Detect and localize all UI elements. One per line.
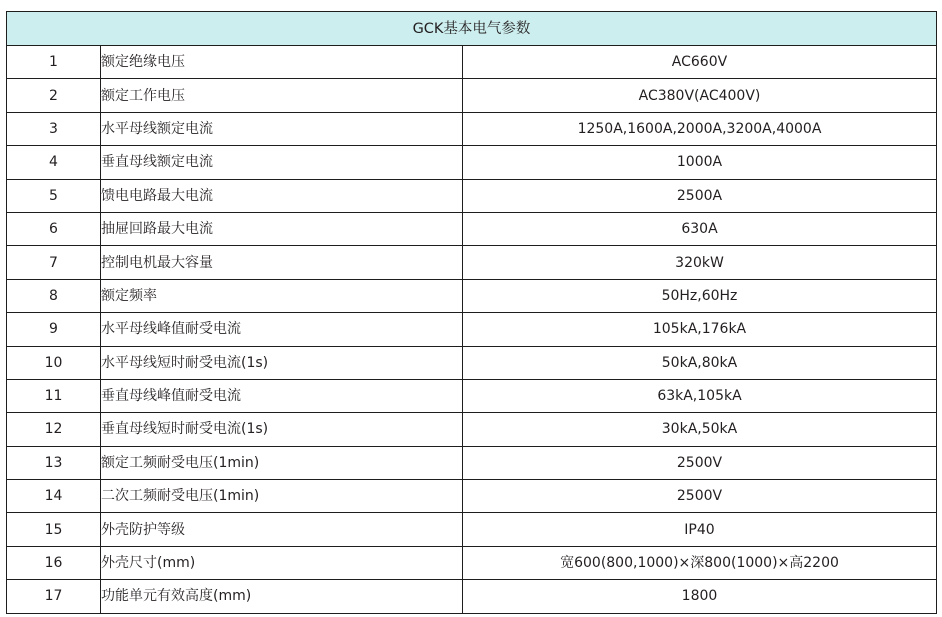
spec-table [6, 11, 937, 614]
parameter-value: 1000A [463, 146, 937, 179]
table-row [7, 580, 937, 613]
parameter-value: AC380V(AC400V) [463, 79, 937, 112]
table-row [7, 379, 937, 412]
table-row [7, 313, 937, 346]
table-row [7, 46, 937, 79]
parameter-value: 2500A [463, 179, 937, 212]
parameter-name: 垂直母线短时耐受电流(1s) [101, 413, 463, 446]
table-header-row [7, 12, 937, 46]
parameter-name: 垂直母线额定电流 [101, 146, 463, 179]
row-number: 10 [7, 346, 101, 379]
row-number: 12 [7, 413, 101, 446]
parameter-name: 水平母线峰值耐受电流 [101, 313, 463, 346]
row-number: 9 [7, 313, 101, 346]
table-row [7, 79, 937, 112]
parameter-name: 外壳防护等级 [101, 513, 463, 546]
parameter-name: 垂直母线峰值耐受电流 [101, 379, 463, 412]
table-row [7, 279, 937, 312]
parameter-value: 2500V [463, 480, 937, 513]
row-number: 8 [7, 279, 101, 312]
parameter-name: 抽屉回路最大电流 [101, 212, 463, 245]
row-number: 17 [7, 580, 101, 613]
table-row [7, 480, 937, 513]
table-body [7, 46, 937, 614]
row-number: 15 [7, 513, 101, 546]
table-row [7, 413, 937, 446]
parameter-name: 二次工频耐受电压(1min) [101, 480, 463, 513]
parameter-name: 功能单元有效高度(mm) [101, 580, 463, 613]
parameter-name: 控制电机最大容量 [101, 246, 463, 279]
row-number: 5 [7, 179, 101, 212]
parameter-value: 2500V [463, 446, 937, 479]
parameter-value: 105kA,176kA [463, 313, 937, 346]
parameter-value: 30kA,50kA [463, 413, 937, 446]
parameter-value: 1250A,1600A,2000A,3200A,4000A [463, 112, 937, 145]
table-row [7, 446, 937, 479]
row-number: 4 [7, 146, 101, 179]
row-number: 13 [7, 446, 101, 479]
parameter-name: 水平母线短时耐受电流(1s) [101, 346, 463, 379]
parameter-name: 水平母线额定电流 [101, 112, 463, 145]
table-title: GCK基本电气参数 [7, 12, 937, 46]
parameter-name: 额定频率 [101, 279, 463, 312]
parameter-name: 额定绝缘电压 [101, 46, 463, 79]
parameter-name: 馈电电路最大电流 [101, 179, 463, 212]
parameter-name: 额定工作电压 [101, 79, 463, 112]
row-number: 6 [7, 212, 101, 245]
row-number: 7 [7, 246, 101, 279]
table-row [7, 513, 937, 546]
parameter-value: AC660V [463, 46, 937, 79]
table-row [7, 212, 937, 245]
parameter-value: IP40 [463, 513, 937, 546]
table-row [7, 546, 937, 579]
parameter-value: 50Hz,60Hz [463, 279, 937, 312]
row-number: 16 [7, 546, 101, 579]
parameter-value: 50kA,80kA [463, 346, 937, 379]
parameter-name: 外壳尺寸(mm) [101, 546, 463, 579]
parameter-value: 1800 [463, 580, 937, 613]
parameter-value: 63kA,105kA [463, 379, 937, 412]
table-row [7, 179, 937, 212]
table-row [7, 112, 937, 145]
table-row [7, 346, 937, 379]
parameter-value: 320kW [463, 246, 937, 279]
table-row [7, 246, 937, 279]
parameter-value: 宽600(800,1000)×深800(1000)×高2200 [463, 546, 937, 579]
parameter-name: 额定工频耐受电压(1min) [101, 446, 463, 479]
parameter-value: 630A [463, 212, 937, 245]
row-number: 3 [7, 112, 101, 145]
row-number: 14 [7, 480, 101, 513]
row-number: 11 [7, 379, 101, 412]
table-row [7, 146, 937, 179]
row-number: 2 [7, 79, 101, 112]
row-number: 1 [7, 46, 101, 79]
